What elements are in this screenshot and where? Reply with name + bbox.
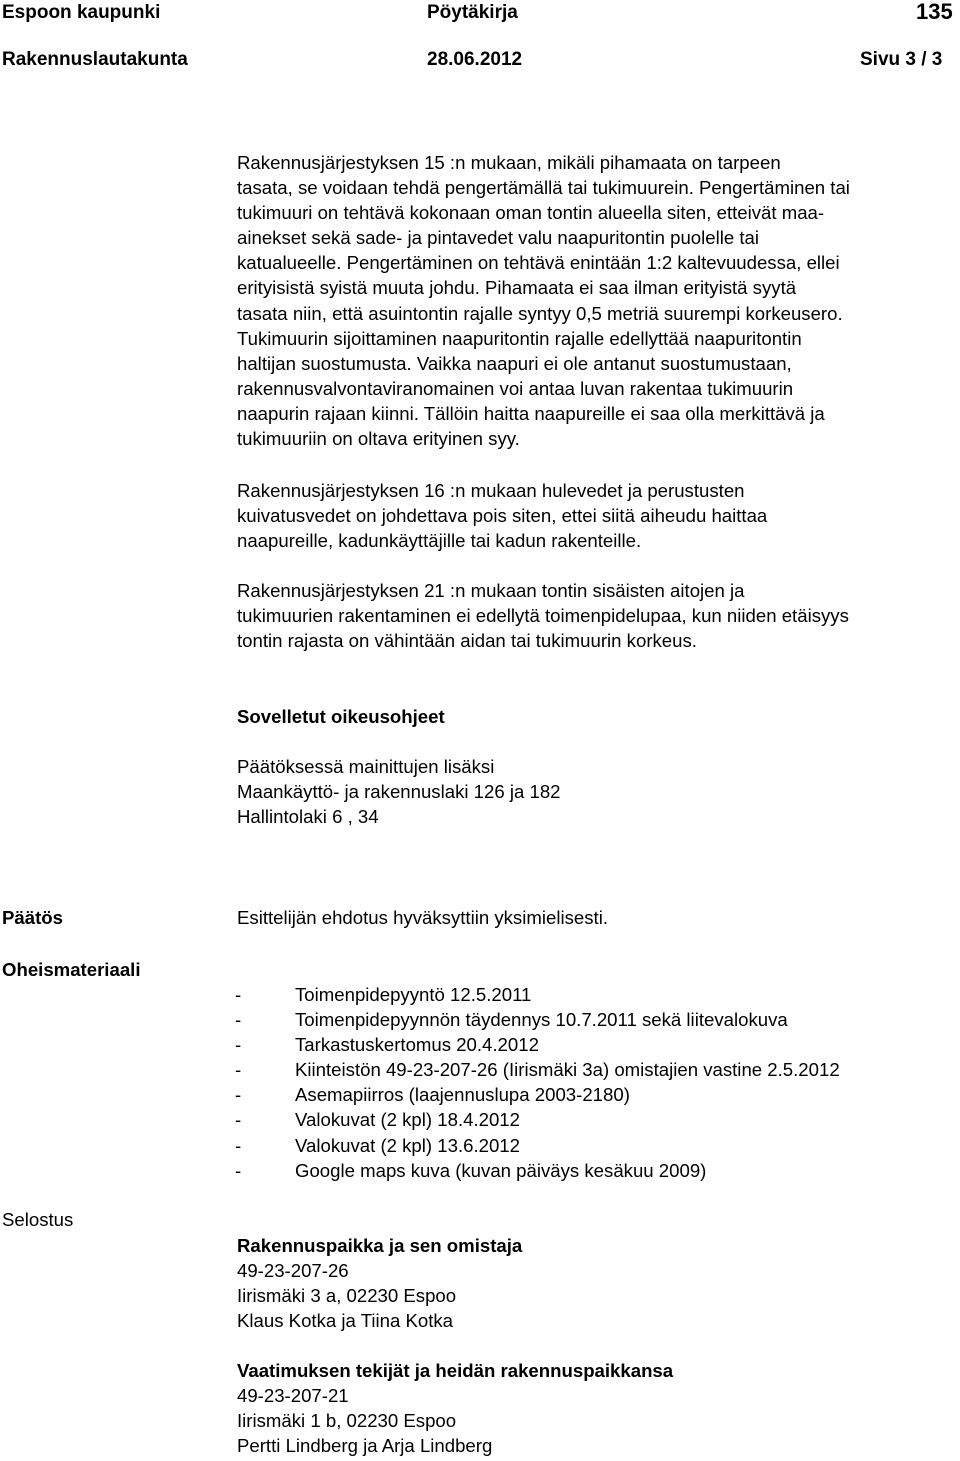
- paragraph-line: tukimuuriin on oltava erityinen syy.: [237, 428, 520, 450]
- paragraph-line: Rakennusjärjestyksen 21 :n mukaan tontin sisäisten aitojen ja: [237, 580, 745, 601]
- paragraph-line: Rakennusjärjestyksen 15 :n mukaan, mikäli pihamaata on tarpeen: [237, 152, 781, 173]
- applied-law-line: Päätöksessä mainittujen lisäksi: [237, 756, 495, 777]
- paragraph-line: tontin rajasta on vähintään aidan tai tukimuurin korkeus.: [237, 630, 697, 652]
- building-site-line: 49-23-207-26: [237, 1260, 349, 1282]
- claimants-line: 49-23-207-21: [237, 1385, 349, 1407]
- claimants-line: Iirismäki 1 b, 02230 Espoo: [237, 1410, 457, 1432]
- attachment-text: Toimenpidepyynnön täydennys 10.7.2011 sekä liitevalokuva: [295, 1009, 788, 1031]
- paragraph-line: tasata, se voidaan tehdä pengertämällä tai tukimuurein. Pengertäminen tai: [237, 177, 850, 199]
- building-site-line: Klaus Kotka ja Tiina Kotka: [237, 1310, 454, 1332]
- list-bullet: -: [235, 1159, 242, 1181]
- attachment-text: Valokuvat (2 kpl) 13.6.2012: [295, 1134, 520, 1156]
- decision-label: Päätös: [2, 907, 63, 928]
- building-site-heading: Rakennuspaikka ja sen omistaja: [237, 1235, 523, 1256]
- attachment-text: Kiinteistön 49-23-207-26 (Iirismäki 3a) omistajien vastine 2.5.2012: [295, 1059, 840, 1081]
- header-number: 135: [916, 0, 953, 24]
- paragraph-line: tasata niin, että asuintontin rajalle syntyy 0,5 metriä suurempi korkeusero.: [237, 302, 843, 324]
- paragraph-2: [237, 478, 959, 553]
- paragraph-line: kuivatusvedet on johdettava pois siten, ettei siitä aiheudu haittaa: [237, 505, 768, 527]
- paragraph-line: erityisistä syistä muuta johdu. Pihamaata ei saa ilman erityistä syytä: [237, 277, 797, 299]
- attachment-text: Valokuvat (2 kpl) 18.4.2012: [295, 1109, 520, 1131]
- list-bullet: -: [235, 1034, 242, 1056]
- header-page: Sivu 3 / 3: [860, 49, 943, 70]
- applied-laws-list: [237, 754, 959, 829]
- list-bullet: -: [235, 1084, 242, 1106]
- attachment-text: Toimenpidepyyntö 12.5.2011: [295, 984, 532, 1005]
- applied-law-line: Maankäyttö- ja rakennuslaki 126 ja 182: [237, 781, 561, 803]
- list-bullet: -: [235, 1009, 242, 1031]
- attachments-label: Oheismateriaali: [2, 959, 141, 980]
- applied-laws-heading: Sovelletut oikeusohjeet: [237, 706, 445, 727]
- list-bullet: -: [235, 984, 242, 1005]
- claimants-block: [237, 1358, 673, 1458]
- paragraph-line: naapureille, kadunkäyttäjille tai kadun rakenteille.: [237, 530, 642, 552]
- claimants-heading: Vaatimuksen tekijät ja heidän rakennuspaikkansa: [237, 1360, 674, 1381]
- paragraph-line: rakennusvalvontaviranomainen voi antaa luvan rakentaa tukimuurin: [237, 377, 794, 399]
- paragraph-line: haltijan suostumusta. Vaikka naapuri ei ole antanut suostumustaan,: [237, 352, 792, 374]
- header-doc-type: Pöytäkirja: [427, 2, 518, 23]
- header-municipality: Espoon kaupunki: [2, 2, 161, 23]
- building-site-line: Iirismäki 3 a, 02230 Espoo: [237, 1285, 457, 1307]
- paragraph-3: [237, 578, 959, 653]
- paragraph-line: katualueelle. Pengertäminen on tehtävä enintään 1:2 kaltevuudessa, ellei: [237, 252, 840, 274]
- header-body: Rakennuslautakunta: [2, 49, 188, 70]
- header-date: 28.06.2012: [427, 49, 523, 70]
- paragraph-1: [237, 150, 959, 451]
- attachment-text: Tarkastuskertomus 20.4.2012: [295, 1034, 539, 1056]
- paragraph-line: Rakennusjärjestyksen 16 :n mukaan hulevedet ja perustusten: [237, 480, 745, 501]
- paragraph-line: naapurin rajaan kiinni. Tällöin haitta naapureille ei saa olla merkittävä ja: [237, 402, 825, 424]
- applied-law-line: Hallintolaki 6 , 34: [237, 806, 379, 828]
- paragraph-line: tukimuuri on tehtävä kokonaan oman tontin alueella siten, etteivät maa-: [237, 202, 825, 224]
- list-bullet: -: [235, 1134, 242, 1156]
- explanation-label: Selostus: [2, 1209, 74, 1230]
- building-site-block: [237, 1233, 522, 1333]
- decision-text: Esittelijän ehdotus hyväksyttiin yksimielisesti.: [237, 907, 608, 928]
- list-bullet: -: [235, 1059, 242, 1081]
- claimants-line: Pertti Lindberg ja Arja Lindberg: [237, 1435, 493, 1457]
- attachment-text: Asemapiirros (laajennuslupa 2003-2180): [295, 1084, 630, 1106]
- paragraph-line: Tukimuurin sijoittaminen naapuritontin rajalle edellyttää naapuritontin: [237, 327, 802, 349]
- paragraph-line: tukimuurien rakentaminen ei edellytä toimenpidelupaa, kun niiden etäisyys: [237, 605, 849, 627]
- attachment-text: Google maps kuva (kuvan päiväys kesäkuu 2009): [295, 1159, 707, 1181]
- paragraph-line: ainekset sekä sade- ja pintavedet valu naapuritontin puolelle tai: [237, 227, 760, 249]
- list-bullet: -: [235, 1109, 242, 1131]
